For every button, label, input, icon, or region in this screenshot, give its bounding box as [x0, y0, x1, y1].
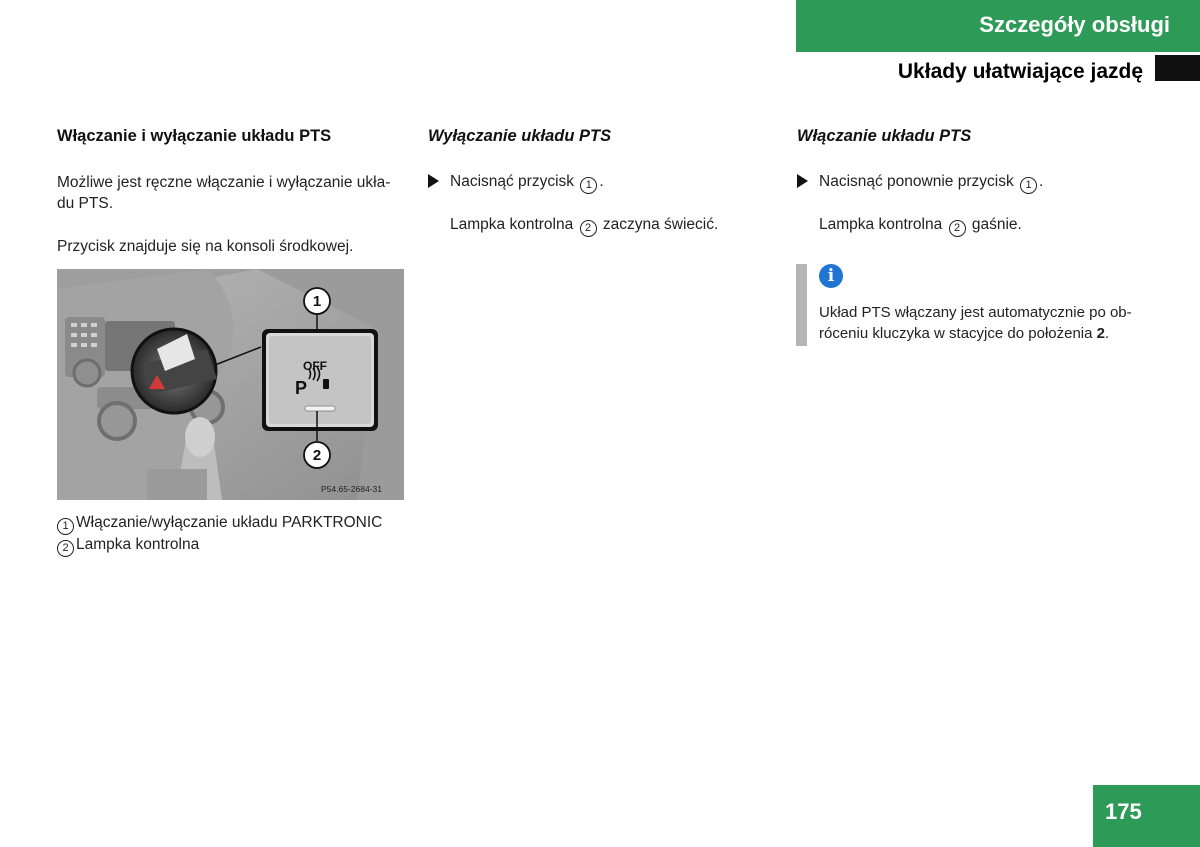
col1-paragraph-1-line-1: Możliwe jest ręczne włączanie i wyłączanie ukła-	[57, 174, 391, 191]
section-tab: Szczegóły obsługi	[796, 0, 1200, 52]
step-end: .	[599, 173, 604, 190]
note-end: .	[1105, 325, 1110, 342]
col1-paragraph-1-line-2: du PTS.	[57, 195, 113, 212]
note-bar	[796, 264, 807, 346]
result-number: 2	[580, 220, 597, 237]
figure-callout-2: 2	[312, 447, 322, 464]
chapter-marker	[1155, 55, 1200, 81]
legend-item	[57, 512, 382, 535]
info-note	[819, 302, 1132, 344]
parktronic-symbol: P	[295, 378, 308, 398]
col1-heading: Włączanie i wyłączanie układu PTS	[57, 127, 332, 145]
console-figure	[57, 269, 404, 500]
page-number: 175	[1093, 785, 1200, 847]
legend-item	[57, 534, 199, 557]
switch-off-label: OFF	[303, 359, 327, 373]
step-arrow-icon	[428, 174, 439, 188]
legend-text: Lampka kontrolna	[76, 536, 200, 553]
step-number: 1	[580, 177, 597, 194]
legend-text: Włączanie/wyłączanie układu PARKTRONIC	[76, 514, 383, 531]
legend-number: 2	[57, 540, 74, 557]
figure-callout-1: 1	[312, 293, 322, 310]
result-end: zaczyna świecić.	[602, 216, 719, 233]
col1-paragraph-1	[57, 172, 407, 214]
note-line-2	[819, 323, 1132, 344]
col2-result	[450, 214, 718, 237]
result-number: 2	[949, 220, 966, 237]
col2-heading: Wyłączanie układu PTS	[428, 127, 612, 145]
col3-step	[819, 171, 1043, 194]
note-text: róceniu kluczyka w stacyjce do położenia	[819, 325, 1093, 342]
col1-paragraph-2: Przycisk znajduje się na konsoli środkowej.	[57, 238, 354, 255]
step-end: .	[1039, 173, 1044, 190]
info-icon: i	[819, 264, 843, 288]
step-arrow-icon	[797, 174, 808, 188]
legend-number: 1	[57, 518, 74, 535]
step-text: Nacisnąć ponownie przycisk	[819, 173, 1014, 190]
figure-code: P54.65-2684-31	[321, 484, 382, 494]
col3-result	[819, 214, 1022, 237]
note-line-1: Układ PTS włączany jest automatycznie po ob-	[819, 304, 1132, 321]
result-text: Lampka kontrolna	[450, 216, 574, 233]
col2-step	[450, 171, 604, 194]
col3-heading: Włączanie układu PTS	[797, 127, 972, 145]
note-position: 2	[1096, 325, 1105, 342]
step-number: 1	[1020, 177, 1037, 194]
result-end: gaśnie.	[971, 216, 1022, 233]
console-illustration	[57, 269, 404, 500]
result-text: Lampka kontrolna	[819, 216, 943, 233]
chapter-title: Układy ułatwiające jazdę	[897, 60, 1143, 83]
step-text: Nacisnąć przycisk	[450, 173, 575, 190]
